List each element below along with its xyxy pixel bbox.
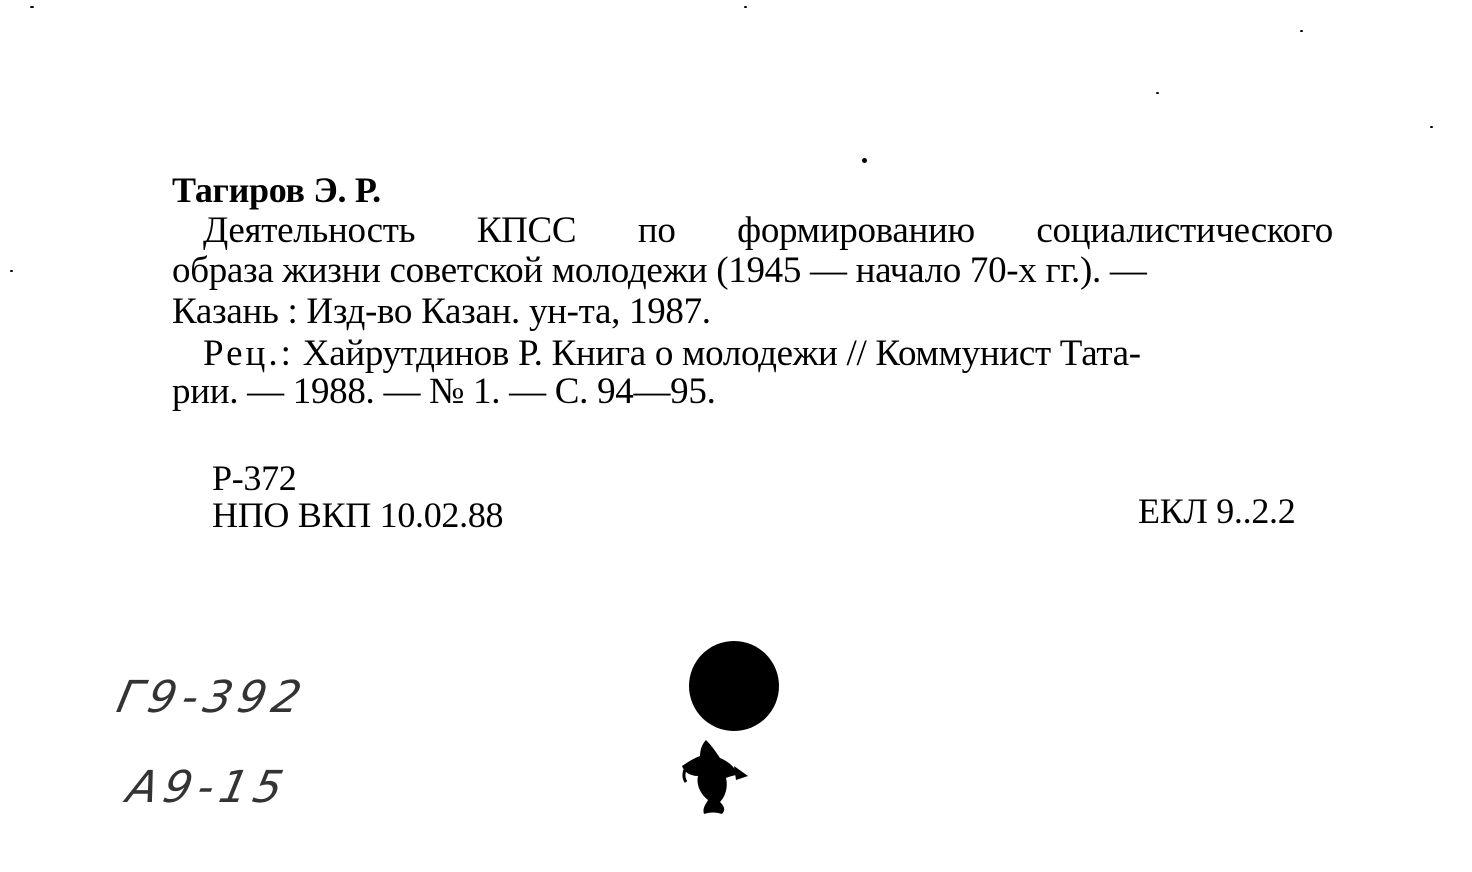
handwritten-note-1: Г9-392: [112, 672, 312, 723]
review-text: Хайрутдинов Р. Книга о молодежи // Коммунист Тата-: [293, 333, 1141, 374]
handwritten-note-2: А9-15: [122, 762, 294, 813]
record-number: Р-372: [212, 458, 297, 498]
paper-speck: [10, 270, 13, 272]
imprint-line: Казань : Изд-во Казан. ун-та, 1987.: [172, 291, 711, 332]
paper-speck: [1430, 126, 1433, 128]
title-word: Деятельность: [203, 210, 416, 251]
title-line-2: образа жизни советской молодежи (1945 — начало 70-х гг.). —: [172, 250, 1147, 291]
paper-speck: [1300, 30, 1303, 32]
paper-speck: [30, 6, 34, 8]
title-word: по: [637, 210, 676, 251]
review-line-1: [203, 335, 1141, 372]
review-line-2: рии. — 1988. — № 1. — С. 94—95.: [172, 371, 716, 412]
title-line-1: [203, 212, 1333, 249]
paper-speck: [1156, 92, 1159, 94]
paper-speck: [744, 6, 747, 8]
punch-hole-dot: [688, 640, 780, 732]
ekl-code: ЕКЛ 9..2.2: [1138, 491, 1296, 531]
title-word: социалистического: [1036, 210, 1333, 251]
paper-speck: [862, 158, 867, 163]
title-word: формированию: [737, 210, 975, 251]
npo-code: НПО ВКП 10.02.88: [212, 495, 504, 535]
author-name: Тагиров Э. Р.: [172, 170, 381, 210]
title-word: КПСС: [476, 210, 577, 251]
ink-blot-icon: [676, 736, 756, 816]
review-label: Рец.:: [203, 333, 294, 374]
